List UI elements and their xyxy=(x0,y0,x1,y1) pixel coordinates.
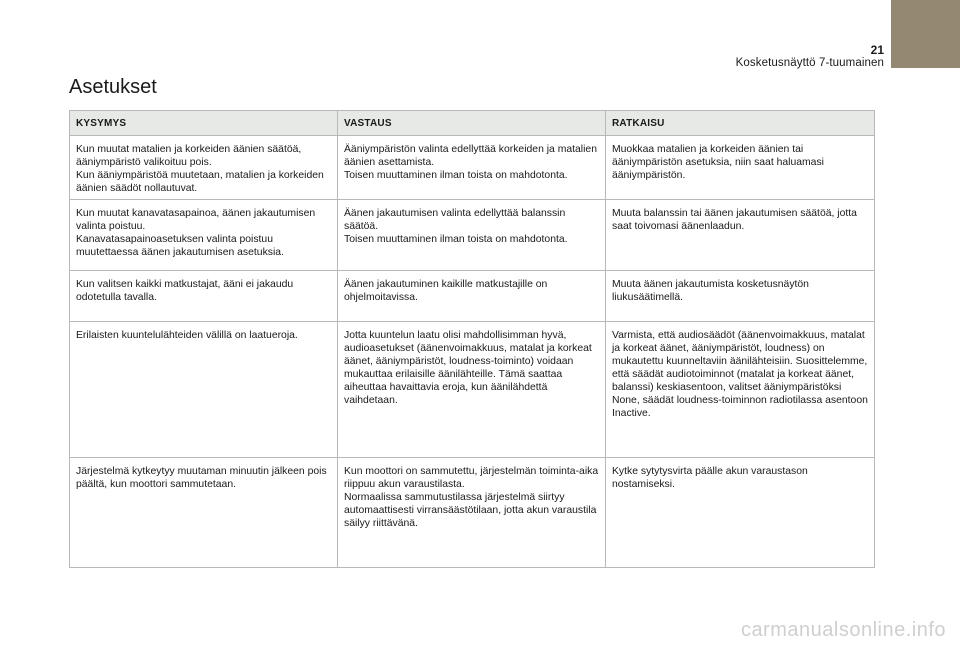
solution-text: Kytke sytytysvirta päälle akun varaustason nostamiseksi. xyxy=(612,466,808,490)
answer-cell xyxy=(338,200,606,271)
chapter-title: Kosketusnäyttö 7-tuumainen xyxy=(735,57,884,69)
solution-cell xyxy=(606,458,875,568)
column-header-question: KYSYMYS xyxy=(70,111,338,136)
page-title: Asetukset xyxy=(69,76,157,98)
question-cell xyxy=(70,458,338,568)
question-cell xyxy=(70,136,338,200)
question-text: Kun muutat matalien ja korkeiden äänien säätöä, ääniympäristö valikoituu pois. Kun ääniympäristöä muutetaan, matalien ja korkeiden äänien säädöt nollautuvat. xyxy=(76,144,324,194)
answer-text: Ääniympäristön valinta edellyttää korkeiden ja matalien äänien asettamista. Toisen muuttaminen ilman toista on mahdotonta. xyxy=(344,144,597,181)
page-number: 21 xyxy=(870,43,884,57)
question-text: Erilaisten kuuntelulähteiden välillä on laatueroja. xyxy=(76,330,298,341)
watermark: carmanualsonline.info xyxy=(740,619,946,641)
faq-table xyxy=(69,110,875,568)
table-header-row xyxy=(70,111,875,136)
answer-cell xyxy=(338,322,606,458)
question-text: Järjestelmä kytkeytyy muutaman minuutin jälkeen pois päältä, kun moottori sammutetaan. xyxy=(76,466,327,490)
answer-text: Äänen jakautuminen kaikille matkustajille on ohjelmoitavissa. xyxy=(344,279,548,303)
solution-cell xyxy=(606,271,875,322)
column-header-solution: RATKAISU xyxy=(606,111,875,136)
answer-text: Äänen jakautumisen valinta edellyttää balanssin säätöä. Toisen muuttaminen ilman toista on mahdotonta. xyxy=(344,208,568,245)
question-cell xyxy=(70,322,338,458)
table-row xyxy=(70,200,875,271)
question-text: Kun valitsen kaikki matkustajat, ääni ei jakaudu odotetulla tavalla. xyxy=(76,279,294,303)
solution-text: Muuta balanssin tai äänen jakautumisen säätöä, jotta saat toivomasi äänenlaadun. xyxy=(612,208,857,232)
answer-cell xyxy=(338,271,606,322)
answer-text: Jotta kuuntelun laatu olisi mahdollisimman hyvä, audioasetukset (äänenvoimakkuus, matalat ja korkeat äänet, ääniympäristöt, loudness-toiminto) voidaan mukauttaa erilaisille äänilähteille. Tämä saattaa aiheuttaa havaittavia eroja, kun äänilähdettä vaihdetaan. xyxy=(344,330,592,406)
table-row xyxy=(70,322,875,458)
answer-cell xyxy=(338,136,606,200)
solution-cell xyxy=(606,322,875,458)
answer-text: Kun moottori on sammutettu, järjestelmän toiminta-aika riippuu akun varaustilasta. Normaalissa sammutustilassa järjestelmä siirtyy automaattisesti virransäästötilaan, jotta akun varaustila säilyy riittävänä. xyxy=(344,466,599,529)
answer-cell xyxy=(338,458,606,568)
question-cell xyxy=(70,200,338,271)
solution-text: Muuta äänen jakautumista kosketusnäytön liukusäätimellä. xyxy=(612,279,809,303)
solution-text: Muokkaa matalien ja korkeiden äänien tai ääniympäristön asetuksia, niin saat haluamasi ääniympäristön. xyxy=(612,144,824,181)
table-row xyxy=(70,271,875,322)
column-header-answer: VASTAUS xyxy=(338,111,606,136)
question-text: Kun muutat kanavatasapainoa, äänen jakautumisen valinta poistuu. Kanavatasapainoasetuksen valinta poistuu muutettaessa äänen jakautumisen asetuksia. xyxy=(76,208,316,258)
solution-text: Varmista, että audiosäädöt (äänenvoimakkuus, matalat ja korkeat äänet, ääniympäristöt, loudness) on mukautettu kuunneltaviin äänilähteisiin. Suosittelemme, että säädät audiotoiminnot (matalat ja korkeat äänet, balanssi) keskiasentoon, valitset ääniympäristöksi None, säädät loudness-toiminnon radiotilassa asentoon Inactive. xyxy=(612,330,868,419)
chapter-tab xyxy=(891,0,960,68)
table-row xyxy=(70,136,875,200)
table-row xyxy=(70,458,875,568)
question-cell xyxy=(70,271,338,322)
solution-cell xyxy=(606,136,875,200)
solution-cell xyxy=(606,200,875,271)
